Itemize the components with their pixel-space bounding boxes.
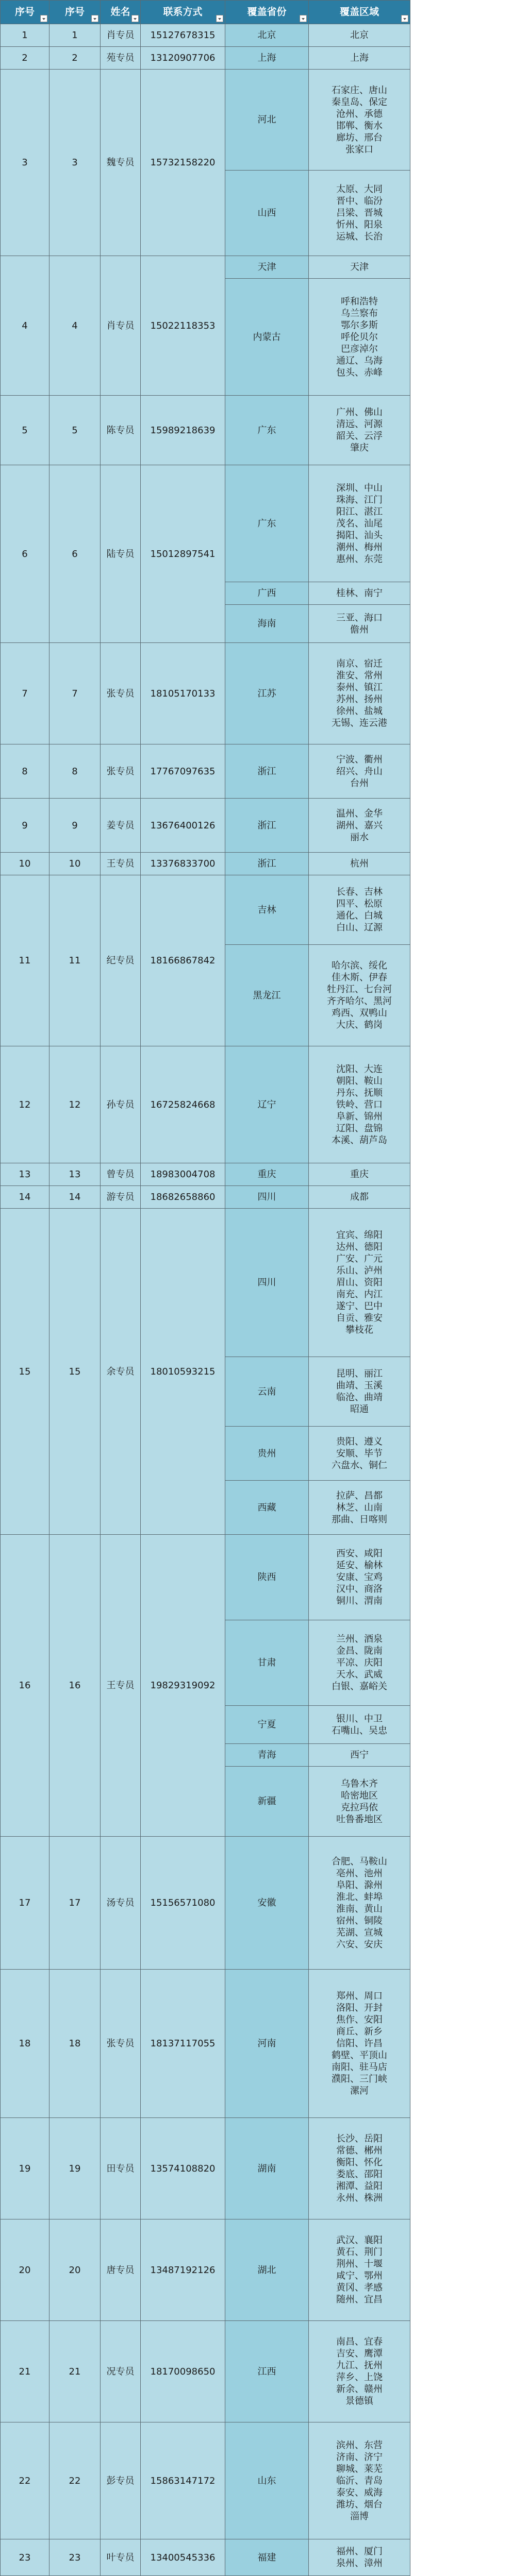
row-seq-2: 17: [49, 1836, 101, 1970]
province-cell: 湖北: [225, 2219, 309, 2321]
row-seq-2: 10: [49, 852, 101, 875]
row-phone: 17767097635: [140, 744, 225, 799]
filter-dropdown-icon[interactable]: [91, 15, 98, 22]
row-phone: 13487192126: [140, 2219, 225, 2321]
row-seq-2: 1: [49, 24, 101, 47]
area-cell: 昆明、丽江 曲靖、玉溪 临沧、曲靖 昭通: [308, 1357, 410, 1427]
row-seq: 12: [0, 1046, 49, 1163]
header-name: 姓名: [100, 0, 141, 24]
province-cell: 内蒙古: [225, 278, 309, 396]
row-seq-2: 3: [49, 69, 101, 256]
filter-dropdown-icon[interactable]: [216, 15, 223, 22]
area-cell: 长春、吉林 四平、松原 通化、白城 白山、辽源: [308, 875, 410, 945]
filter-dropdown-icon[interactable]: [401, 15, 408, 22]
row-name: 姜专员: [100, 798, 141, 853]
row-seq: 22: [0, 2422, 49, 2539]
province-cell: 重庆: [225, 1163, 309, 1186]
row-seq: 11: [0, 875, 49, 1046]
row-name: 唐专员: [100, 2219, 141, 2321]
row-seq-2: 11: [49, 875, 101, 1046]
row-seq-2: 5: [49, 395, 101, 465]
area-cell: 郑州、周口 洛阳、开封 焦作、安阳 商丘、新乡 信阳、许昌 鹤壁、平顶山 南阳、驻马店 濮阳、三门峡 漯河: [308, 1969, 410, 2118]
province-cell: 江苏: [225, 642, 309, 744]
province-cell: 四川: [225, 1185, 309, 1209]
row-seq-2: 9: [49, 798, 101, 853]
row-name: 田专员: [100, 2117, 141, 2219]
header-province: 覆盖省份: [225, 0, 309, 24]
province-cell: 河北: [225, 69, 309, 171]
province-cell: 浙江: [225, 744, 309, 799]
row-seq-2: 21: [49, 2320, 101, 2422]
area-cell: 广州、佛山 清远、河源 韶关、云浮 肇庆: [308, 395, 410, 465]
row-seq: 10: [0, 852, 49, 875]
row-phone: 13574108820: [140, 2117, 225, 2219]
row-phone: 19829319092: [140, 1534, 225, 1837]
area-cell: 拉萨、昌都 林芝、山南 那曲、日喀则: [308, 1480, 410, 1535]
row-name: 纪专员: [100, 875, 141, 1046]
area-cell: 长沙、岳阳 常德、郴州 衡阳、怀化 娄底、邵阳 湘潭、益阳 永州、株洲: [308, 2117, 410, 2219]
province-cell: 山西: [225, 170, 309, 256]
province-cell: 河南: [225, 1969, 309, 2118]
row-seq-2: 22: [49, 2422, 101, 2539]
row-phone: 15127678315: [140, 24, 225, 47]
province-cell: 安徽: [225, 1836, 309, 1970]
row-seq: 3: [0, 69, 49, 256]
row-seq-2: 4: [49, 256, 101, 396]
row-phone: 15012897541: [140, 465, 225, 643]
row-seq-2: 15: [49, 1208, 101, 1535]
province-cell: 广东: [225, 465, 309, 582]
row-phone: 18166867842: [140, 875, 225, 1046]
header-area: 覆盖区域: [308, 0, 410, 24]
row-name: 余专员: [100, 1208, 141, 1535]
row-name: 肖专员: [100, 24, 141, 47]
filter-dropdown-icon[interactable]: [40, 15, 47, 22]
province-cell: 天津: [225, 256, 309, 279]
row-seq: 9: [0, 798, 49, 853]
row-seq-2: 18: [49, 1969, 101, 2118]
area-cell: 天津: [308, 256, 410, 279]
area-cell: 太原、大同 晋中、临汾 吕梁、晋城 忻州、阳泉 运城、长治: [308, 170, 410, 256]
row-name: 游专员: [100, 1185, 141, 1209]
row-seq: 13: [0, 1163, 49, 1186]
row-name: 彭专员: [100, 2422, 141, 2539]
row-name: 陆专员: [100, 465, 141, 643]
row-name: 王专员: [100, 852, 141, 875]
row-phone: 13376833700: [140, 852, 225, 875]
row-seq: 1: [0, 24, 49, 47]
province-cell: 贵州: [225, 1426, 309, 1481]
row-seq-2: 6: [49, 465, 101, 643]
row-seq: 8: [0, 744, 49, 799]
area-cell: 贵阳、遵义 安顺、毕节 六盘水、铜仁: [308, 1426, 410, 1481]
row-seq: 2: [0, 46, 49, 70]
area-cell: 南京、宿迁 淮安、常州 泰州、镇江 苏州、扬州 徐州、盐城 无锡、连云港: [308, 642, 410, 744]
row-seq-2: 19: [49, 2117, 101, 2219]
row-name: 魏专员: [100, 69, 141, 256]
province-cell: 山东: [225, 2422, 309, 2539]
row-name: 肖专员: [100, 256, 141, 396]
row-seq: 16: [0, 1534, 49, 1837]
province-cell: 广东: [225, 395, 309, 465]
row-seq-2: 16: [49, 1534, 101, 1837]
row-phone: 18682658860: [140, 1185, 225, 1209]
row-seq-2: 7: [49, 642, 101, 744]
area-cell: 三亚、海口 儋州: [308, 604, 410, 643]
row-name: 孙专员: [100, 1046, 141, 1163]
area-cell: 成都: [308, 1185, 410, 1209]
area-cell: 重庆: [308, 1163, 410, 1186]
row-seq: 19: [0, 2117, 49, 2219]
row-seq-2: 20: [49, 2219, 101, 2321]
row-seq: 6: [0, 465, 49, 643]
row-name: 王专员: [100, 1534, 141, 1837]
row-seq: 23: [0, 2539, 49, 2576]
province-cell: 福建: [225, 2539, 309, 2576]
area-cell: 温州、金华 湖州、嘉兴 丽水: [308, 798, 410, 853]
row-name: 叶专员: [100, 2539, 141, 2576]
row-phone: 15156571080: [140, 1836, 225, 1970]
row-phone: 13676400126: [140, 798, 225, 853]
row-phone: 18010593215: [140, 1208, 225, 1535]
province-cell: 北京: [225, 24, 309, 47]
province-cell: 上海: [225, 46, 309, 70]
province-cell: 吉林: [225, 875, 309, 945]
row-phone: 15732158220: [140, 69, 225, 256]
row-phone: 15863147172: [140, 2422, 225, 2539]
province-cell: 甘肃: [225, 1620, 309, 1706]
row-phone: 18983004708: [140, 1163, 225, 1186]
row-seq-2: 14: [49, 1185, 101, 1209]
area-cell: 南昌、宜春 吉安、鹰潭 九江、抚州 萍乡、上饶 新余、赣州 景德镇: [308, 2320, 410, 2422]
row-name: 汤专员: [100, 1836, 141, 1970]
province-cell: 陕西: [225, 1534, 309, 1620]
row-name: 苑专员: [100, 46, 141, 70]
province-cell: 四川: [225, 1208, 309, 1357]
province-cell: 黑龙江: [225, 944, 309, 1046]
area-cell: 西安、咸阳 延安、榆林 安康、宝鸡 汉中、商洛 铜川、渭南: [308, 1534, 410, 1620]
filter-dropdown-icon[interactable]: [300, 15, 307, 22]
area-cell: 宜宾、绵阳 达州、德阳 广安、广元 乐山、泸州 眉山、资阳 南充、内江 遂宁、巴中 自贡、雅安 攀枝花: [308, 1208, 410, 1357]
area-cell: 乌鲁木齐 哈密地区 克拉玛依 吐鲁番地区: [308, 1766, 410, 1837]
row-seq-2: 8: [49, 744, 101, 799]
row-seq: 21: [0, 2320, 49, 2422]
row-seq: 18: [0, 1969, 49, 2118]
province-cell: 宁夏: [225, 1705, 309, 1744]
row-name: 张专员: [100, 1969, 141, 2118]
province-cell: 青海: [225, 1743, 309, 1767]
row-seq: 15: [0, 1208, 49, 1535]
row-phone: 18137117055: [140, 1969, 225, 2118]
area-cell: 银川、中卫 石嘴山、吴忠: [308, 1705, 410, 1744]
row-seq: 20: [0, 2219, 49, 2321]
row-phone: 13120907706: [140, 46, 225, 70]
area-cell: 沈阳、大连 朝阳、鞍山 丹东、抚顺 铁岭、营口 阜新、锦州 辽阳、盘锦 本溪、葫芦岛: [308, 1046, 410, 1163]
row-name: 况专员: [100, 2320, 141, 2422]
area-cell: 武汉、襄阳 黄石、荆门 荆州、十堰 咸宁、鄂州 黄冈、孝感 随州、宜昌: [308, 2219, 410, 2321]
area-cell: 宁波、衢州 绍兴、舟山 台州: [308, 744, 410, 799]
row-phone: 13400545336: [140, 2539, 225, 2576]
province-cell: 湖南: [225, 2117, 309, 2219]
row-seq: 5: [0, 395, 49, 465]
area-cell: 石家庄、唐山 秦皇岛、保定 沧州、承德 邯郸、衡水 廊坊、邢台 张家口: [308, 69, 410, 171]
province-cell: 江西: [225, 2320, 309, 2422]
province-cell: 西藏: [225, 1480, 309, 1535]
area-cell: 福州、厦门 泉州、漳州: [308, 2539, 410, 2576]
row-name: 曾专员: [100, 1163, 141, 1186]
province-cell: 云南: [225, 1357, 309, 1427]
header-seq-2: 序号: [49, 0, 101, 24]
row-seq-2: 2: [49, 46, 101, 70]
row-seq-2: 12: [49, 1046, 101, 1163]
row-seq-2: 13: [49, 1163, 101, 1186]
province-cell: 海南: [225, 604, 309, 643]
filter-dropdown-icon[interactable]: [131, 15, 139, 22]
area-cell: 上海: [308, 46, 410, 70]
row-seq: 4: [0, 256, 49, 396]
row-seq: 14: [0, 1185, 49, 1209]
province-cell: 广西: [225, 582, 309, 605]
area-cell: 北京: [308, 24, 410, 47]
area-cell: 兰州、酒泉 金昌、陇南 平凉、庆阳 天水、武威 白银、嘉峪关: [308, 1620, 410, 1706]
row-seq: 17: [0, 1836, 49, 1970]
area-cell: 杭州: [308, 852, 410, 875]
province-cell: 浙江: [225, 798, 309, 853]
header-phone: 联系方式: [140, 0, 225, 24]
area-cell: 桂林、南宁: [308, 582, 410, 605]
province-cell: 辽宁: [225, 1046, 309, 1163]
area-cell: 哈尔滨、绥化 佳木斯、伊春 牡丹江、七台河 齐齐哈尔、黑河 鸡西、双鸭山 大庆、鹤岗: [308, 944, 410, 1046]
area-cell: 合肥、马鞍山 亳州、池州 阜阳、滁州 淮北、蚌埠 淮南、黄山 宿州、铜陵 芜湖、宣城 六安、安庆: [308, 1836, 410, 1970]
province-cell: 浙江: [225, 852, 309, 875]
row-seq-2: 23: [49, 2539, 101, 2576]
row-name: 陈专员: [100, 395, 141, 465]
area-cell: 深圳、中山 珠海、江门 阳江、湛江 茂名、汕尾 揭阳、汕头 潮州、梅州 惠州、东莞: [308, 465, 410, 582]
row-name: 张专员: [100, 744, 141, 799]
province-cell: 新疆: [225, 1766, 309, 1837]
row-phone: 15989218639: [140, 395, 225, 465]
row-phone: 16725824668: [140, 1046, 225, 1163]
header-seq-1: 序号: [0, 0, 49, 24]
area-cell: 西宁: [308, 1743, 410, 1767]
row-phone: 18170098650: [140, 2320, 225, 2422]
row-seq: 7: [0, 642, 49, 744]
row-name: 张专员: [100, 642, 141, 744]
area-cell: 呼和浩特 乌兰察布 鄂尔多斯 呼伦贝尔 巴彦淖尔 通辽、乌海 包头、赤峰: [308, 278, 410, 396]
area-cell: 滨州、东营 济南、济宁 聊城、莱芜 临沂、青岛 泰安、威海 潍坊、烟台 淄博: [308, 2422, 410, 2539]
row-phone: 18105170133: [140, 642, 225, 744]
row-phone: 15022118353: [140, 256, 225, 396]
